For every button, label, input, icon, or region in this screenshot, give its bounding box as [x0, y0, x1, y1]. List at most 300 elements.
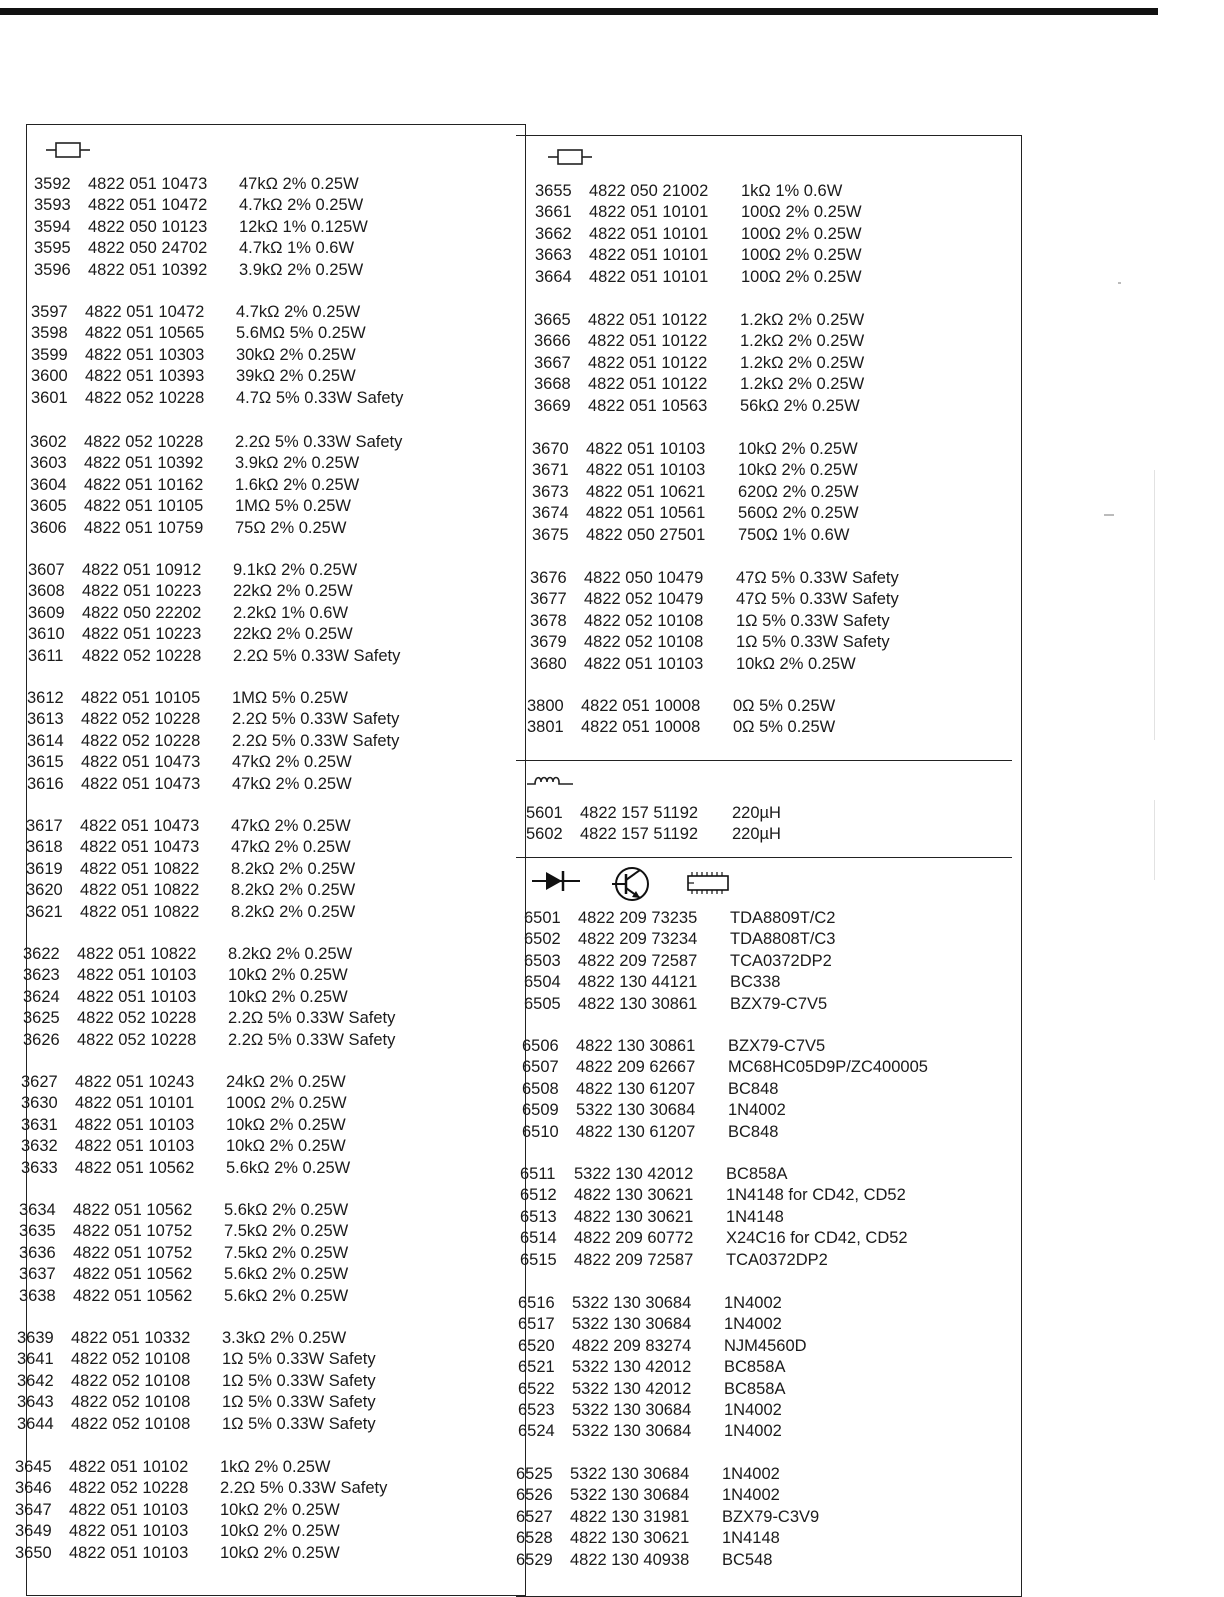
part-description: 7.5kΩ 2% 0.25W	[224, 1243, 349, 1262]
position-number: 3599	[31, 345, 68, 364]
part-description: 1MΩ 5% 0.25W	[232, 689, 348, 707]
part-description: 8.2kΩ 2% 0.25W	[228, 945, 353, 963]
table-row	[17, 1414, 376, 1435]
resistor-icon	[546, 147, 594, 167]
part-description: 2.2Ω 5% 0.33W Safety	[228, 1030, 396, 1049]
part-group	[34, 174, 368, 281]
table-row	[530, 589, 899, 610]
position-number: 6504	[524, 973, 561, 992]
table-row	[28, 646, 400, 667]
service-code: 4822 051 10562	[73, 1286, 193, 1305]
service-code: 4822 051 10563	[588, 396, 708, 415]
position-number: 6510	[522, 1122, 559, 1141]
part-description: 10kΩ 2% 0.25W	[220, 1522, 340, 1541]
position-number: 3620	[26, 881, 63, 900]
service-code: 4822 051 10103	[586, 440, 706, 458]
service-code: 4822 051 10822	[77, 945, 197, 963]
part-description: 47kΩ 2% 0.25W	[231, 838, 351, 857]
service-code: 4822 051 10393	[85, 367, 205, 386]
position-number: 3615	[27, 753, 64, 772]
position-number: 3626	[23, 1030, 60, 1049]
table-row	[27, 709, 399, 730]
table-row	[535, 202, 862, 223]
position-number: 3663	[535, 246, 572, 265]
table-row	[526, 824, 781, 845]
position-number: 6511	[520, 1165, 556, 1183]
table-row	[524, 951, 835, 972]
service-code: 4822 050 10479	[584, 569, 704, 587]
service-code: 4822 052 10228	[77, 1030, 197, 1049]
part-description: NJM4560D	[724, 1336, 807, 1355]
table-row	[15, 1500, 387, 1521]
service-code: 4822 052 10108	[584, 633, 704, 652]
service-code: 4822 052 10228	[85, 388, 205, 407]
table-row	[518, 1379, 807, 1400]
part-description: 560Ω 2% 0.25W	[738, 504, 859, 523]
service-code: 5322 130 30684	[572, 1400, 692, 1419]
position-number: 3592	[34, 175, 71, 193]
position-number: 3645	[15, 1458, 52, 1476]
part-description: 10kΩ 2% 0.25W	[736, 654, 856, 673]
service-code: 4822 050 21002	[589, 182, 709, 200]
table-row	[516, 1464, 819, 1485]
part-description: BC858A	[724, 1358, 786, 1377]
part-group	[524, 908, 835, 1015]
position-number: 3593	[34, 196, 71, 215]
service-code: 5322 130 30684	[572, 1315, 692, 1334]
part-group	[520, 1164, 908, 1271]
service-code: 4822 051 10103	[69, 1500, 189, 1519]
part-description: 1kΩ 1% 0.6W	[741, 182, 843, 200]
part-description: TDA8808T/C3	[730, 930, 836, 949]
position-number: 3655	[535, 182, 572, 200]
position-number: 3602	[30, 433, 67, 451]
position-number: 6513	[520, 1207, 557, 1226]
part-description: 1MΩ 5% 0.25W	[235, 497, 351, 516]
service-code: 4822 051 10103	[77, 987, 197, 1006]
service-code: 4822 051 10621	[586, 482, 706, 501]
position-number: 3627	[21, 1073, 58, 1091]
part-description: 1Ω 5% 0.33W Safety	[736, 633, 890, 652]
part-description: 7.5kΩ 2% 0.25W	[224, 1222, 349, 1241]
position-number: 3671	[532, 461, 569, 480]
table-row	[30, 518, 402, 539]
service-code: 4822 051 10101	[75, 1094, 195, 1113]
position-number: 6502	[524, 930, 561, 949]
service-code: 4822 130 30621	[570, 1529, 690, 1548]
position-number: 3610	[28, 625, 65, 644]
table-row	[31, 323, 403, 344]
position-number: 6526	[516, 1486, 553, 1505]
table-row	[522, 1100, 928, 1121]
service-code: 4822 052 10228	[81, 731, 201, 750]
part-description: 5.6MΩ 5% 0.25W	[236, 324, 366, 343]
table-row	[17, 1392, 376, 1413]
position-number: 3670	[532, 440, 569, 458]
table-row	[30, 496, 402, 517]
part-description: 2.2Ω 5% 0.33W Safety	[235, 433, 403, 451]
part-description: 22kΩ 2% 0.25W	[233, 625, 353, 644]
position-number: 3679	[530, 633, 567, 652]
table-row	[516, 1507, 819, 1528]
part-description: 12kΩ 1% 0.125W	[239, 217, 368, 236]
table-row	[21, 1158, 350, 1179]
part-description: 1Ω 5% 0.33W Safety	[222, 1350, 376, 1369]
position-number: 6508	[522, 1079, 559, 1098]
position-number: 3603	[30, 454, 67, 473]
table-row	[27, 688, 399, 709]
position-number: 3613	[27, 710, 64, 729]
position-number: 3669	[534, 396, 571, 415]
service-code: 4822 051 10103	[584, 654, 704, 673]
scan-mark	[1154, 800, 1155, 880]
table-row	[28, 603, 400, 624]
service-code: 4822 130 31981	[570, 1507, 690, 1526]
table-row	[532, 439, 859, 460]
position-number: 3623	[23, 966, 60, 985]
position-number: 6525	[516, 1465, 553, 1483]
part-description: 2.2Ω 5% 0.33W Safety	[232, 710, 400, 729]
service-code: 4822 052 10228	[84, 433, 204, 451]
table-row	[532, 503, 859, 524]
service-code: 4822 051 10122	[588, 353, 708, 372]
position-number: 3636	[19, 1243, 56, 1262]
position-number: 6503	[524, 951, 561, 970]
divider-coils	[516, 760, 1012, 761]
position-number: 6522	[518, 1379, 555, 1398]
service-code: 4822 209 83274	[572, 1336, 692, 1355]
table-row	[15, 1521, 387, 1542]
table-row	[532, 460, 859, 481]
part-description: 1N4148	[726, 1207, 784, 1226]
table-row	[27, 752, 399, 773]
service-code: 5322 130 30684	[570, 1465, 690, 1483]
part-description: 10kΩ 2% 0.25W	[226, 1115, 346, 1134]
part-group	[535, 181, 862, 288]
position-number: 3621	[26, 902, 63, 921]
table-row	[518, 1421, 807, 1442]
service-code: 5322 130 30684	[570, 1486, 690, 1505]
part-description: 220µH	[732, 825, 781, 844]
position-number: 3607	[28, 561, 65, 579]
position-number: 3619	[26, 859, 63, 878]
part-description: MC68HC05D9P/ZC400005	[728, 1058, 928, 1077]
part-description: 0Ω 5% 0.25W	[733, 697, 836, 715]
part-description: 10kΩ 2% 0.25W	[220, 1500, 340, 1519]
position-number: 3666	[534, 332, 571, 351]
part-description: 5.6kΩ 2% 0.25W	[224, 1201, 349, 1219]
part-group	[527, 696, 835, 739]
position-number: 3595	[34, 239, 71, 258]
service-code: 4822 051 10103	[69, 1522, 189, 1541]
table-row	[532, 525, 859, 546]
table-row	[26, 837, 355, 858]
service-code: 4822 052 10108	[71, 1371, 191, 1390]
position-number: 3647	[15, 1500, 52, 1519]
service-code: 4822 209 72587	[578, 951, 698, 970]
part-description: BZX79-C3V9	[722, 1507, 820, 1526]
table-row	[26, 902, 355, 923]
service-code: 4822 051 10392	[84, 454, 204, 473]
table-row	[31, 388, 403, 409]
table-row	[28, 581, 400, 602]
integrated-circuit-icon	[686, 871, 730, 895]
table-row	[534, 310, 864, 331]
position-number: 3598	[31, 324, 68, 343]
table-row	[28, 560, 400, 581]
service-code: 4822 051 10759	[84, 518, 204, 537]
position-number: 3673	[532, 482, 569, 501]
table-row	[27, 774, 399, 795]
table-row	[19, 1264, 348, 1285]
service-code: 4822 051 10223	[82, 625, 202, 644]
position-number: 3642	[17, 1371, 54, 1390]
coil-icon	[525, 770, 577, 790]
resistor-icon	[44, 140, 92, 160]
part-description: 8.2kΩ 2% 0.25W	[231, 881, 356, 900]
part-description: 39kΩ 2% 0.25W	[236, 367, 356, 386]
table-row	[520, 1185, 908, 1206]
position-number: 3617	[26, 817, 63, 835]
service-code: 4822 052 10228	[81, 710, 201, 729]
part-description: 1N4002	[724, 1294, 782, 1312]
part-description: 47Ω 5% 0.33W Safety	[736, 590, 899, 609]
service-code: 4822 051 10912	[82, 561, 202, 579]
table-row	[522, 1079, 928, 1100]
table-row	[535, 181, 862, 202]
service-code: 4822 051 10102	[69, 1458, 189, 1476]
part-description: X24C16 for CD42, CD52	[726, 1229, 908, 1248]
position-number: 6523	[518, 1400, 555, 1419]
position-number: 3680	[530, 654, 567, 673]
part-group	[17, 1328, 376, 1435]
service-code: 4822 052 10108	[71, 1414, 191, 1433]
part-description: 4.7Ω 5% 0.33W Safety	[236, 388, 404, 407]
service-code: 4822 051 10473	[88, 175, 208, 193]
service-code: 4822 130 30621	[574, 1186, 694, 1205]
part-description: TDA8809T/C2	[730, 909, 836, 927]
position-number: 3801	[527, 718, 564, 737]
position-number: 3649	[15, 1522, 52, 1541]
table-row	[21, 1093, 350, 1114]
service-code: 4822 052 10228	[82, 646, 202, 665]
position-number: 6509	[522, 1101, 559, 1120]
table-row	[19, 1243, 348, 1264]
part-description: 1N4148	[722, 1529, 780, 1548]
part-group	[26, 816, 355, 923]
table-row	[27, 731, 399, 752]
table-row	[518, 1314, 807, 1335]
diode-icon	[530, 868, 582, 894]
service-code: 4822 052 10479	[584, 590, 704, 609]
position-number: 3616	[27, 774, 64, 793]
part-description: 1.6kΩ 2% 0.25W	[235, 475, 360, 494]
position-number: 6516	[518, 1294, 555, 1312]
service-code: 4822 051 10752	[73, 1222, 193, 1241]
position-number: 3634	[19, 1201, 56, 1219]
part-group	[526, 803, 781, 846]
table-row	[19, 1286, 348, 1307]
table-row	[516, 1550, 819, 1571]
service-code: 4822 209 62667	[576, 1058, 696, 1077]
position-number: 3675	[532, 525, 569, 544]
service-code: 5322 130 42012	[572, 1358, 692, 1377]
table-row	[534, 374, 864, 395]
position-number: 3625	[23, 1009, 60, 1028]
position-number: 3600	[31, 367, 68, 386]
part-description: 1N4002	[724, 1315, 782, 1334]
table-row	[522, 1036, 928, 1057]
table-row	[522, 1122, 928, 1143]
table-row	[520, 1164, 908, 1185]
part-description: TCA0372DP2	[726, 1250, 828, 1269]
service-code: 4822 051 10103	[75, 1115, 195, 1134]
position-number: 3631	[21, 1115, 58, 1134]
service-code: 4822 052 10108	[71, 1393, 191, 1412]
table-row	[30, 453, 402, 474]
service-code: 4822 209 72587	[574, 1250, 694, 1269]
table-row	[530, 568, 899, 589]
part-group	[31, 302, 403, 409]
service-code: 4822 051 10105	[84, 497, 204, 516]
service-code: 4822 051 10473	[80, 817, 200, 835]
service-code: 4822 050 22202	[82, 603, 202, 622]
position-number: 6517	[518, 1315, 555, 1334]
service-code: 4822 052 10108	[71, 1350, 191, 1369]
service-code: 4822 051 10008	[581, 697, 701, 715]
part-description: 10kΩ 2% 0.25W	[220, 1543, 340, 1562]
service-code: 4822 051 10101	[589, 267, 709, 286]
service-code: 4822 051 10103	[69, 1543, 189, 1562]
position-number: 3664	[535, 267, 572, 286]
table-row	[534, 353, 864, 374]
part-group	[530, 568, 899, 675]
position-number: 6507	[522, 1058, 559, 1077]
table-row	[34, 238, 368, 259]
table-row	[524, 972, 835, 993]
part-description: BC858A	[724, 1379, 786, 1398]
position-number: 3606	[30, 518, 67, 537]
position-number: 3678	[530, 611, 567, 630]
table-row	[518, 1336, 807, 1357]
service-code: 5322 130 30684	[572, 1422, 692, 1441]
position-number: 3601	[31, 388, 68, 407]
table-row	[19, 1221, 348, 1242]
position-number: 3608	[28, 582, 65, 601]
table-row	[21, 1115, 350, 1136]
position-number: 3643	[17, 1393, 54, 1412]
table-row	[30, 475, 402, 496]
position-number: 3622	[23, 945, 60, 963]
service-code: 4822 051 10561	[586, 504, 706, 523]
table-row	[26, 880, 355, 901]
position-number: 6529	[516, 1550, 553, 1569]
part-description: 47kΩ 2% 0.25W	[231, 817, 351, 835]
part-description: 1N4002	[724, 1400, 782, 1419]
position-number: 3646	[15, 1479, 52, 1498]
transistor-icon	[610, 864, 656, 904]
part-group	[27, 688, 399, 795]
service-code: 5322 130 42012	[572, 1379, 692, 1398]
part-description: 10kΩ 2% 0.25W	[228, 966, 348, 985]
part-description: 1N4002	[722, 1465, 780, 1483]
position-number: 6528	[516, 1529, 553, 1548]
service-code: 4822 051 10472	[88, 196, 208, 215]
table-row	[34, 217, 368, 238]
part-description: 2.2Ω 5% 0.33W Safety	[233, 646, 401, 665]
part-description: 1.2kΩ 2% 0.25W	[740, 353, 865, 372]
part-description: 620Ω 2% 0.25W	[738, 482, 859, 501]
service-code: 4822 209 60772	[574, 1229, 694, 1248]
part-description: 47kΩ 2% 0.25W	[239, 175, 359, 193]
position-number: 6524	[518, 1422, 555, 1441]
table-row	[527, 717, 835, 738]
table-row	[28, 624, 400, 645]
table-row	[31, 366, 403, 387]
position-number: 3650	[15, 1543, 52, 1562]
position-number: 3605	[30, 497, 67, 516]
part-description: 220µH	[732, 804, 781, 822]
part-description: 24kΩ 2% 0.25W	[226, 1073, 346, 1091]
service-code: 4822 051 10473	[81, 753, 201, 772]
service-code: 4822 051 10303	[85, 345, 205, 364]
part-description: 2.2Ω 5% 0.33W Safety	[228, 1009, 396, 1028]
service-code: 4822 157 51192	[580, 804, 699, 822]
position-number: 3611	[28, 646, 64, 665]
service-code: 4822 052 10228	[77, 1009, 197, 1028]
service-code: 4822 051 10103	[77, 966, 197, 985]
part-description: 100Ω 2% 0.25W	[741, 267, 862, 286]
scan-mark	[1154, 470, 1155, 740]
scan-mark	[1118, 282, 1121, 284]
part-group	[28, 560, 400, 667]
part-group	[30, 432, 402, 539]
service-code: 4822 051 10562	[73, 1201, 193, 1219]
table-row	[23, 1030, 395, 1051]
service-code: 4822 051 10101	[589, 224, 709, 243]
table-row	[535, 267, 862, 288]
position-number: 6521	[518, 1358, 555, 1377]
position-number: 3677	[530, 590, 567, 609]
position-number: 3597	[31, 303, 68, 321]
table-row	[15, 1457, 387, 1478]
position-number: 3641	[17, 1350, 54, 1369]
table-row	[520, 1207, 908, 1228]
table-row	[17, 1349, 376, 1370]
position-number: 3674	[532, 504, 569, 523]
table-row	[31, 345, 403, 366]
part-description: 2.2kΩ 1% 0.6W	[233, 603, 349, 622]
table-row	[34, 195, 368, 216]
position-number: 3633	[21, 1158, 58, 1177]
service-code: 4822 050 24702	[88, 239, 208, 258]
service-code: 5322 130 30684	[572, 1294, 692, 1312]
position-number: 3594	[34, 217, 71, 236]
service-code: 4822 130 44121	[578, 973, 698, 992]
service-code: 4822 130 40938	[570, 1550, 690, 1569]
service-code: 4822 051 10332	[71, 1329, 191, 1347]
service-code: 4822 051 10822	[80, 859, 200, 878]
service-code: 4822 130 30861	[576, 1037, 696, 1055]
service-code: 4822 051 10105	[81, 689, 201, 707]
part-description: 56kΩ 2% 0.25W	[740, 396, 860, 415]
part-group	[21, 1072, 350, 1179]
position-number: 5602	[526, 825, 563, 844]
service-code: 4822 209 73235	[578, 909, 698, 927]
service-code: 4822 051 10562	[73, 1265, 193, 1284]
part-description: 4.7kΩ 2% 0.25W	[239, 196, 364, 215]
part-description: 100Ω 2% 0.25W	[741, 246, 862, 265]
